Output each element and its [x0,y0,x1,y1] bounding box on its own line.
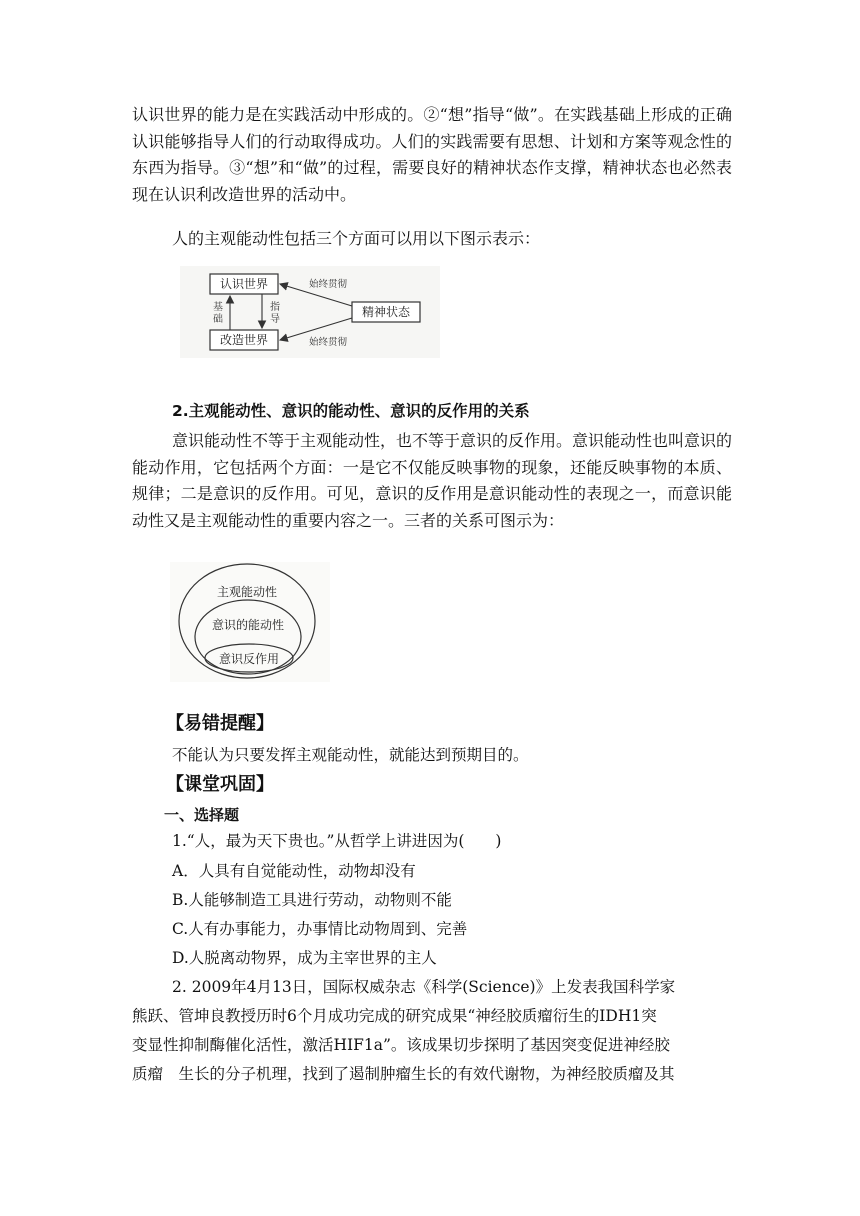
outer-label: 主观能动性 [216,585,278,599]
inner-label: 意识反作用 [218,652,280,666]
throughout-label-bottom: 始终贯彻 [308,337,348,348]
box-spirit-state-label: 精神状态 [361,305,411,319]
question-2-line-2: 熊跃、管坤良教授历时6个月成功完成的研究成果“神经胶质瘤衍生的IDH1突 [132,1007,657,1025]
box-cognize-world-label: 认识世界 [219,277,269,291]
mistake-reminder-text: 不能认为只要发挥主观能动性，就能达到预期目的。 [172,746,529,764]
intro-paragraph: 认识世界的能力是在实践活动中形成的。②“想”指导“做”。在实践基础上形成的正确认识能够指导人们的行动取得成功。人们的实践需要有思想、计划和方案等观念性的东西为指导。③“想”和“做”的过程，需要良好的精神状态作支撑，精神状态也必然表现在认识利改造世界的活动中。 [132,105,732,204]
initiative-aspects-diagram [180,266,440,358]
question-1-option-c: C.人有办事能力，办事情比动物周到、完善 [172,920,468,938]
guidance-label-2: 导 [270,314,280,325]
guidance-label-1: 指 [270,302,280,313]
mistake-reminder-heading: 【易错提醒】 [166,713,274,734]
consolidation-heading: 【课堂巩固】 [166,774,274,795]
nested-relationship-diagram [170,562,330,682]
question-2-line-1: 2. 2009年4月13日，国际权威杂志《科学(Science)》上发表我国科学家 [172,978,676,996]
section-2-paragraph: 意识能动性不等于主观能动性，也不等于意识的反作用。意识能动性也叫意识的能动作用，它包括两个方面：一是它不仅能反映事物的现象，还能反映事物的本质、规律；二是意识的反作用。可见，意识的反作用是意识能动性的表现之一，而意识能动性又是主观能动性的重要内容之一。三者的关系可图示为： [132,431,733,530]
box-transform-world-label: 改造世界 [219,333,269,347]
question-1-option-d: D.人脱离动物界，成为主宰世界的主人 [172,949,437,967]
choice-questions-heading: 一、选择题 [164,806,240,824]
foundation-label-1: 基 [213,302,223,313]
middle-label: 意识的能动性 [211,618,285,632]
question-2-line-4: 质瘤 生长的分子机理，找到了遏制肿瘤生长的有效代谢物，为神经胶质瘤及其 [132,1065,675,1083]
section-2-heading: 2.主观能动性、意识的能动性、意识的反作用的关系 [172,402,530,420]
question-2-line-3: 变显性抑制酶催化活性，激活HIF1a”。该成果切步探明了基因突变促进神经胶 [132,1036,670,1054]
question-1-option-b: B.人能够制造工具进行劳动，动物则不能 [172,891,452,909]
diagram-intro: 人的主观能动性包括三个方面可以用以下图示表示： [172,229,541,248]
foundation-label-2: 础 [213,314,223,325]
throughout-label-top: 始终贯彻 [308,279,348,290]
question-1-stem: 1.“人，最为天下贵也。”从哲学上讲进因为( ) [172,832,502,850]
question-1-option-a: A．人具有自觉能动性，动物却没有 [172,862,416,880]
